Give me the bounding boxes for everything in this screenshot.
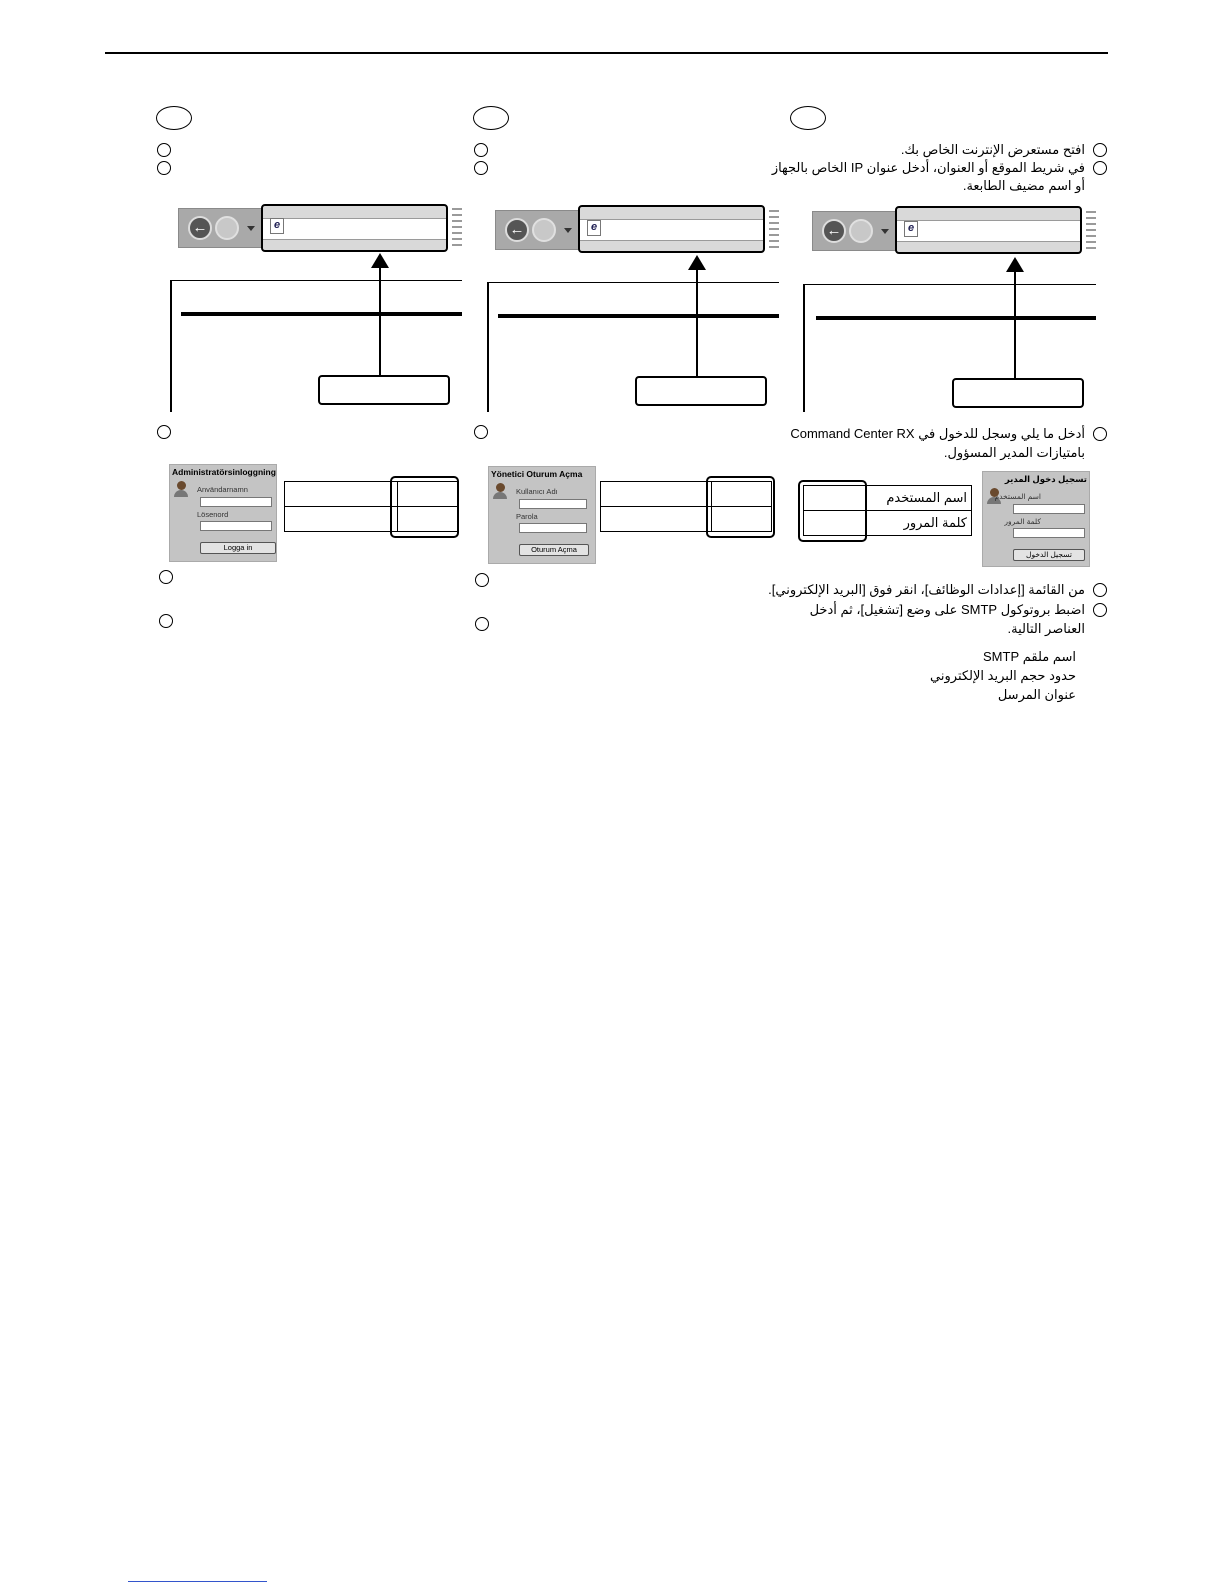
user-avatar-icon — [174, 481, 188, 497]
heavy-rule — [498, 314, 779, 318]
login-user-label: Kullanıcı Adı — [516, 487, 558, 496]
arrow-up-icon — [371, 253, 389, 268]
credentials-table — [803, 485, 972, 536]
address-bar[interactable] — [261, 204, 448, 252]
language-badge — [156, 106, 192, 130]
diagram-frame — [487, 282, 779, 283]
step-3-text-cont: بامتيازات المدير المسؤول. — [943, 445, 1085, 460]
diagram-frame — [803, 284, 1096, 285]
list-item: اسم ملقم SMTP — [983, 649, 1076, 664]
cred-value-cell — [804, 511, 867, 536]
cred-label-cell — [601, 507, 712, 532]
step-2-text-cont: أو اسم مضيف الطابعة. — [962, 178, 1085, 193]
diagram-frame — [487, 282, 489, 412]
forward-icon[interactable] — [215, 216, 239, 240]
user-avatar-icon — [493, 483, 507, 499]
step-marker — [157, 161, 171, 175]
step-4-text: من القائمة [إعدادات الوظائف]، انقر فوق [البريد الإلكتروني]. — [768, 582, 1085, 597]
back-icon[interactable]: ← — [505, 218, 529, 242]
login-title: Administratörsinloggning — [172, 467, 276, 477]
arrow-shaft — [379, 267, 381, 376]
arrow-shaft — [1014, 271, 1016, 379]
top-rule — [105, 52, 1108, 54]
cred-value-cell — [804, 486, 867, 511]
diagram-frame — [803, 284, 805, 412]
language-badge — [473, 106, 509, 130]
step-5-text-cont: العناصر التالية. — [1007, 621, 1085, 636]
toolbar-edge — [452, 208, 462, 246]
login-user-label: اسم المستخدم — [994, 492, 1041, 501]
arrow-shaft — [696, 269, 698, 377]
address-bar[interactable] — [578, 205, 765, 253]
password-label-cell: كلمة المرور — [867, 511, 972, 536]
step-marker — [475, 617, 489, 631]
step-marker — [157, 425, 171, 439]
login-user-label: Användarnamn — [197, 485, 248, 494]
arrow-up-icon — [1006, 257, 1024, 272]
forward-icon[interactable] — [849, 219, 873, 243]
toolbar-edge — [769, 210, 779, 248]
password-input[interactable] — [200, 521, 272, 531]
step-5-text: اضبط بروتوكول SMTP على وضع [تشغيل]، ثم أدخل — [809, 602, 1085, 617]
back-icon[interactable]: ← — [188, 216, 212, 240]
value-highlight-box — [706, 476, 775, 538]
login-title: Yönetici Oturum Açma — [491, 469, 583, 479]
cred-label-cell — [601, 482, 712, 507]
forward-icon[interactable] — [532, 218, 556, 242]
arrow-up-icon — [688, 255, 706, 270]
username-input[interactable] — [200, 497, 272, 507]
step-marker — [1093, 427, 1107, 441]
step-marker — [1093, 603, 1107, 617]
language-badge — [790, 106, 826, 130]
step-marker — [159, 614, 173, 628]
login-dialog-ar — [982, 471, 1090, 567]
step-marker — [474, 143, 488, 157]
value-highlight-box — [390, 476, 459, 538]
login-button[interactable]: Oturum Açma — [519, 544, 589, 556]
username-input[interactable] — [1013, 504, 1085, 514]
chevron-down-icon[interactable] — [881, 229, 889, 234]
ie-page-icon: e — [270, 218, 284, 234]
ie-page-icon: e — [587, 220, 601, 236]
step-marker — [1093, 143, 1107, 157]
heavy-rule — [181, 312, 462, 316]
address-bar[interactable] — [895, 206, 1082, 254]
step-marker — [1093, 161, 1107, 175]
step-3-text: أدخل ما يلي وسجل للدخول في Command Center RX — [790, 426, 1085, 441]
login-pass-label: كلمة المرور — [1004, 517, 1041, 526]
password-input[interactable] — [1013, 528, 1085, 538]
diagram-frame — [170, 280, 172, 412]
heavy-rule — [816, 316, 1096, 320]
password-input[interactable] — [519, 523, 587, 533]
footer-link-underline[interactable] — [128, 1581, 267, 1582]
address-callout-box — [952, 378, 1084, 408]
ie-page-icon: e — [904, 221, 918, 237]
step-2-text: في شريط الموقع أو العنوان، أدخل عنوان IP الخاص بالجهاز — [771, 160, 1085, 175]
address-callout-box — [318, 375, 450, 405]
step-marker — [159, 570, 173, 584]
username-input[interactable] — [519, 499, 587, 509]
login-button[interactable]: Logga in — [200, 542, 276, 554]
login-pass-label: Lösenord — [197, 510, 229, 519]
chevron-down-icon[interactable] — [564, 228, 572, 233]
cred-label-cell — [285, 482, 398, 507]
chevron-down-icon[interactable] — [247, 226, 255, 231]
step-marker — [474, 161, 488, 175]
address-callout-box — [635, 376, 767, 406]
login-pass-label: Parola — [516, 512, 538, 521]
login-title: تسجيل دخول المدير — [1004, 474, 1087, 484]
step-marker — [1093, 583, 1107, 597]
login-dialog-sv — [169, 464, 277, 562]
cred-label-cell — [285, 507, 398, 532]
back-icon[interactable]: ← — [822, 219, 846, 243]
list-item: عنوان المرسل — [997, 687, 1076, 702]
step-marker — [475, 573, 489, 587]
list-item: حدود حجم البريد الإلكتروني — [930, 668, 1076, 683]
login-button[interactable]: تسجيل الدخول — [1013, 549, 1085, 561]
step-1-text: افتح مستعرض الإنترنت الخاص بك. — [900, 142, 1085, 157]
diagram-frame — [170, 280, 462, 281]
toolbar-edge — [1086, 211, 1096, 249]
step-marker — [157, 143, 171, 157]
step-marker — [474, 425, 488, 439]
login-dialog-tr — [488, 466, 596, 564]
username-label-cell: اسم المستخدم — [867, 486, 972, 511]
